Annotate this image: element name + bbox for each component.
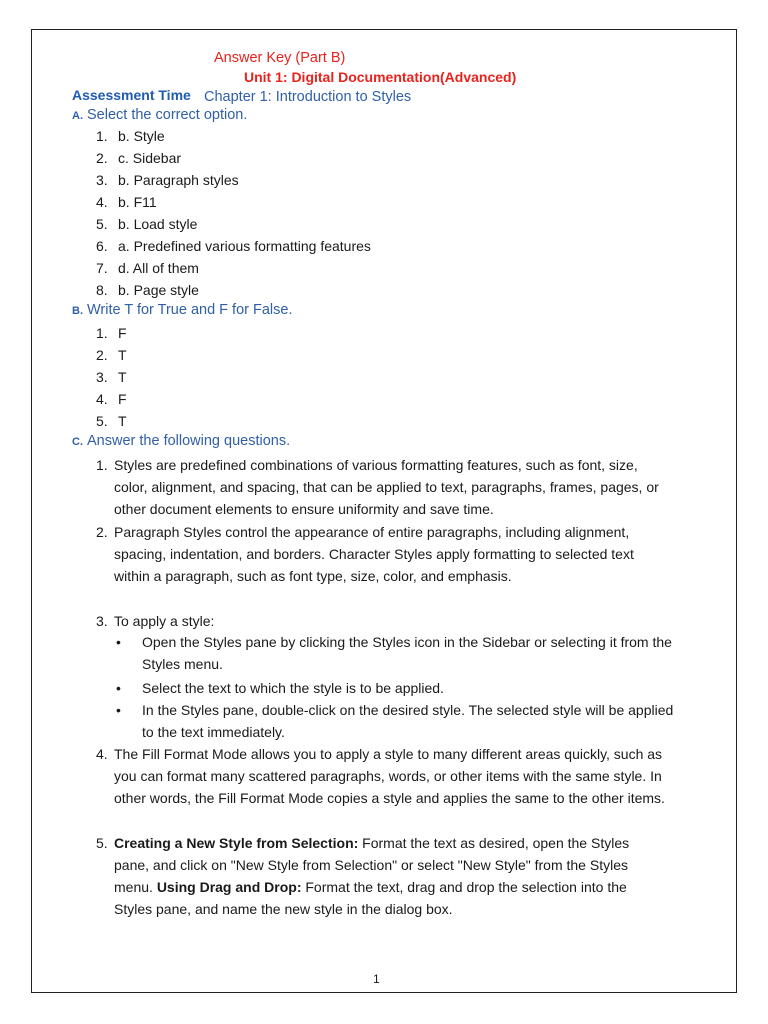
item-number: 4. xyxy=(96,391,108,407)
bullet-item xyxy=(116,699,686,743)
item-number: 4. xyxy=(96,194,108,210)
assessment-time-heading: Assessment Time xyxy=(72,87,191,103)
item-number: 3. xyxy=(96,369,108,385)
item-number: 7. xyxy=(96,260,108,276)
answer-text xyxy=(114,832,668,920)
item-text: d. All of them xyxy=(118,260,199,276)
answer-2 xyxy=(96,521,638,587)
unit-title: Unit 1: Digital Documentation(Advanced) xyxy=(244,69,517,85)
answer-bold-label: Using Drag and Drop: xyxy=(156,879,302,895)
answer-bold-label: Creating a New Style from Selection: xyxy=(114,835,359,851)
answer-5 xyxy=(96,832,668,920)
answer-text-part: Format the text as desired, open the Styles pane, and click on "New Style from Selection" or select "New Style" from the Styles menu. xyxy=(114,835,630,895)
answer-number: 2. xyxy=(96,524,108,540)
item-text: T xyxy=(118,413,127,429)
list-item xyxy=(96,169,239,191)
item-text: b. F11 xyxy=(118,194,157,210)
answer-text: The Fill Format Mode allows you to apply a style to many different areas quickly, such as you can format many scattered paragraphs, words, or other items with the same style. In other words, the Fill Format Mode copies a style and applies the same to the other items. xyxy=(114,746,665,806)
answer-number: 1. xyxy=(96,457,108,473)
item-number: 1. xyxy=(96,325,108,341)
section-a-title: Select the correct option. xyxy=(87,107,248,123)
section-b-heading xyxy=(72,302,293,318)
section-c-title: Answer the following questions. xyxy=(87,433,291,449)
section-c-heading xyxy=(72,433,290,449)
item-number: 3. xyxy=(96,172,108,188)
item-text: T xyxy=(118,369,127,385)
item-number: 6. xyxy=(96,238,108,254)
item-text: F xyxy=(118,325,127,341)
bullet-icon: • xyxy=(116,634,121,650)
item-text: F xyxy=(118,391,127,407)
answer-number: 3. xyxy=(96,613,108,629)
answer-4 xyxy=(96,743,686,809)
item-text: b. Load style xyxy=(118,216,198,232)
page-number: 1 xyxy=(373,972,380,986)
list-item xyxy=(96,213,197,235)
bullet-item xyxy=(116,631,686,675)
list-item xyxy=(96,410,127,432)
chapter-title: Chapter 1: Introduction to Styles xyxy=(204,89,412,105)
item-text: T xyxy=(118,347,127,363)
list-item xyxy=(96,125,165,147)
item-number: 8. xyxy=(96,282,108,298)
section-b-letter: B. xyxy=(72,305,83,317)
list-item xyxy=(96,322,127,344)
list-item xyxy=(96,147,181,169)
list-item xyxy=(96,366,127,388)
list-item xyxy=(96,257,199,279)
item-text: b. Style xyxy=(118,128,165,144)
section-a-heading xyxy=(72,107,247,123)
answer-key-heading: Answer Key (Part B) xyxy=(214,50,346,66)
item-number: 2. xyxy=(96,150,108,166)
section-b-title: Write T for True and F for False. xyxy=(87,302,293,318)
answer-text-part: Format the text, drag and drop the selection into the Styles pane, and name the new style in the dialog box. xyxy=(114,879,627,917)
list-item xyxy=(96,191,157,213)
answer-number: 4. xyxy=(96,746,108,762)
list-item xyxy=(96,279,199,301)
section-c-letter: C. xyxy=(72,436,83,448)
bullet-icon: • xyxy=(116,702,121,718)
item-text: a. Predefined various formatting features xyxy=(118,238,371,254)
bullet-text: In the Styles pane, double-click on the desired style. The selected style will be applied to the text immediately. xyxy=(142,702,674,740)
answer-text: To apply a style: xyxy=(114,613,215,629)
item-text: b. Paragraph styles xyxy=(118,172,239,188)
answer-text: Paragraph Styles control the appearance of entire paragraphs, including alignment, spacing, indentation, and borders. Character Styles apply formatting to selected text within a paragraph, such as font type, size, color, and emphasis. xyxy=(114,524,634,584)
bullet-icon: • xyxy=(116,680,121,696)
list-item xyxy=(96,344,127,366)
item-number: 5. xyxy=(96,413,108,429)
item-number: 5. xyxy=(96,216,108,232)
bullet-text: Select the text to which the style is to be applied. xyxy=(142,680,444,696)
section-a-letter: A. xyxy=(72,110,83,122)
bullet-item xyxy=(116,677,686,699)
list-item xyxy=(96,388,127,410)
answer-text: Styles are predefined combinations of various formatting features, such as font, size, color, alignment, and spacing, that can be applied to text, paragraphs, frames, pages, or other document elements to ensure uniformity and save time. xyxy=(114,457,659,517)
item-text: b. Page style xyxy=(118,282,199,298)
bullet-text: Open the Styles pane by clicking the Styles icon in the Sidebar or selecting it from the Styles menu. xyxy=(142,634,672,672)
answer-1 xyxy=(96,454,668,520)
item-number: 2. xyxy=(96,347,108,363)
answer-3 xyxy=(96,610,696,632)
item-number: 1. xyxy=(96,128,108,144)
item-text: c. Sidebar xyxy=(118,150,182,166)
list-item xyxy=(96,235,371,257)
answer-number: 5. xyxy=(96,835,108,851)
